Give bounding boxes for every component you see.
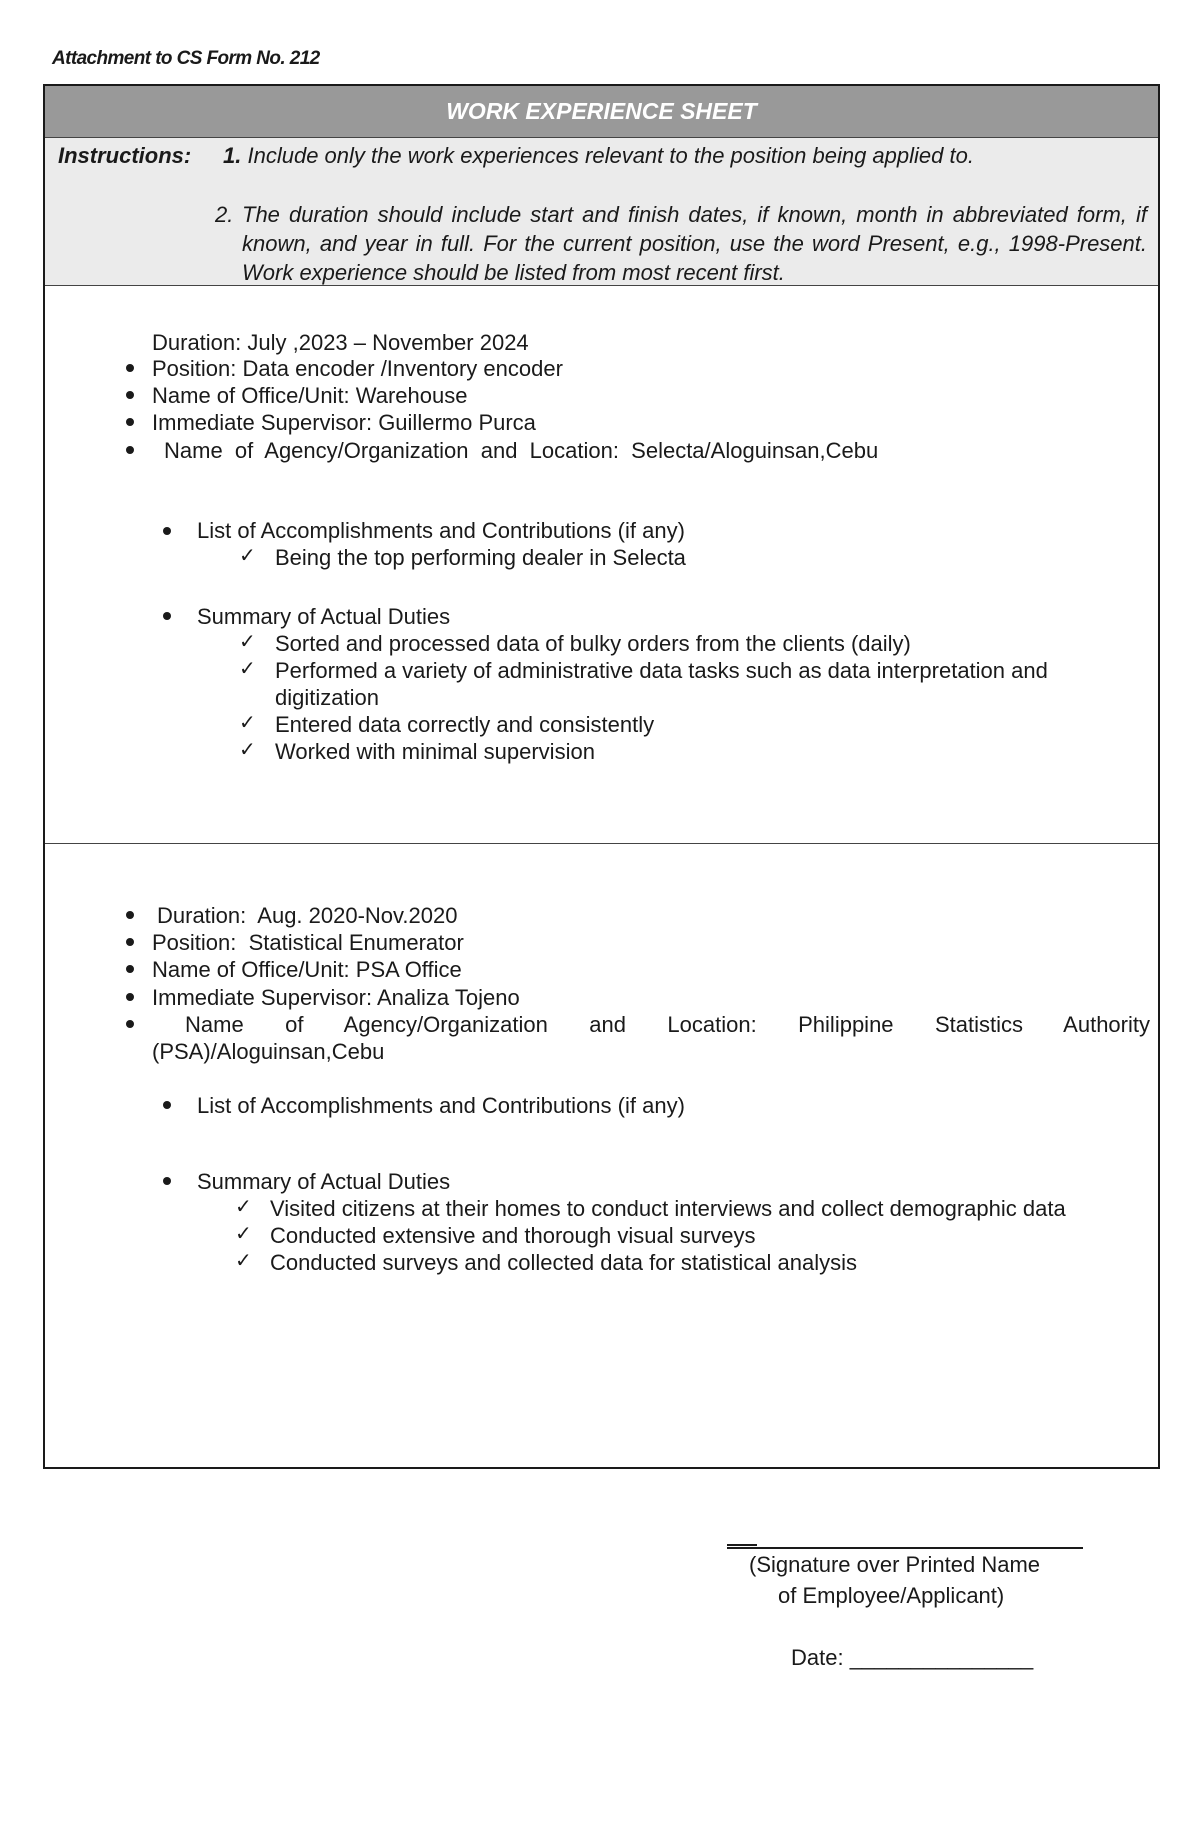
bullet-icon [126,911,134,919]
duty-item: Conducted extensive and thorough visual surveys [270,1223,756,1248]
instruction-2-text: The duration should include start and finish dates, if known, month in abbreviated form, if known, and year in full. For the current position, use the word Present, e.g., 1998-Present. Work experience should be listed from most recent first. [242,202,1147,285]
instruction-item-1 [223,143,974,169]
bullet-icon [163,1177,171,1185]
duty-item: Entered data correctly and consistently [275,712,655,737]
entry-office: Name of Office/Unit: Warehouse [152,383,468,408]
duties-heading: Summary of Actual Duties [197,604,451,629]
instruction-1-number: 1. [223,143,242,168]
entry-supervisor: Immediate Supervisor: Guillermo Purca [152,410,536,435]
checkmark-icon: ✓ [235,1223,252,1245]
entry-position: Position: Statistical Enumerator [152,930,464,955]
checkmark-icon: ✓ [239,739,256,761]
accomplishments-heading: List of Accomplishments and Contributions (if any) [197,518,685,543]
attachment-label: Attachment to CS Form No. 212 [52,48,320,69]
bullet-icon [126,391,134,399]
instructions-label: Instructions: [58,143,192,168]
bullet-icon [126,1020,134,1028]
duty-item: Performed a variety of administrative data tasks such as data interpretation and [275,658,1048,683]
duty-item-continued: digitization [275,685,379,710]
bullet-icon [126,446,134,454]
entry-agency: Name of Agency/Organization and Location: Selecta/Aloguinsan,Cebu [164,438,879,463]
bullet-icon [126,965,134,973]
signature-line [727,1547,1083,1549]
bullet-icon [126,993,134,1001]
accomplishments-heading: List of Accomplishments and Contributions (if any) [197,1093,685,1118]
duty-item: Visited citizens at their homes to conduct interviews and collect demographic data [270,1196,1066,1221]
signature-line-mark [727,1544,757,1546]
checkmark-icon: ✓ [235,1250,252,1272]
duty-item: Sorted and processed data of bulky orders from the clients (daily) [275,631,911,656]
accomplishment-item: Being the top performing dealer in Selecta [275,545,686,570]
checkmark-icon: ✓ [239,545,256,567]
work-experience-sheet [43,84,1160,1469]
work-entry-2 [45,844,1158,1469]
duty-item: Conducted surveys and collected data for statistical analysis [270,1250,857,1275]
entry-supervisor: Immediate Supervisor: Analiza Tojeno [152,985,520,1010]
instruction-2-number: 2. [215,202,234,227]
signature-caption-line-2: of Employee/Applicant) [778,1583,1005,1608]
entry-office: Name of Office/Unit: PSA Office [152,957,462,982]
instruction-1-text: Include only the work experiences relevant to the position being applied to. [247,143,974,168]
checkmark-icon: ✓ [239,631,256,653]
checkmark-icon: ✓ [235,1196,252,1218]
instruction-item-2 [215,200,1147,287]
signature-caption-line-1: (Signature over Printed Name [749,1552,1041,1577]
entry-position: Position: Data encoder /Inventory encoder [152,356,563,381]
work-entry-1 [45,286,1158,844]
bullet-icon [163,527,171,535]
checkmark-icon: ✓ [239,658,256,680]
entry-duration: Duration: Aug. 2020-Nov.2020 [157,903,458,928]
bullet-icon [126,418,134,426]
bullet-icon [126,938,134,946]
duty-item: Worked with minimal supervision [275,739,595,764]
date-field: Date: _______________ [791,1645,1034,1670]
entry-agency-continued: (PSA)/Aloguinsan,Cebu [152,1039,385,1064]
bullet-icon [163,1101,171,1109]
bullet-icon [126,364,134,372]
entry-agency: Name of Agency/Organization and Location: Philippine Statistics Authority [185,1012,1150,1037]
instructions-section [45,138,1158,286]
checkmark-icon: ✓ [239,712,256,734]
sheet-title: WORK EXPERIENCE SHEET [45,86,1158,138]
entry-duration: Duration: July ,2023 – November 2024 [152,330,529,355]
bullet-icon [163,612,171,620]
duties-heading: Summary of Actual Duties [197,1169,451,1194]
